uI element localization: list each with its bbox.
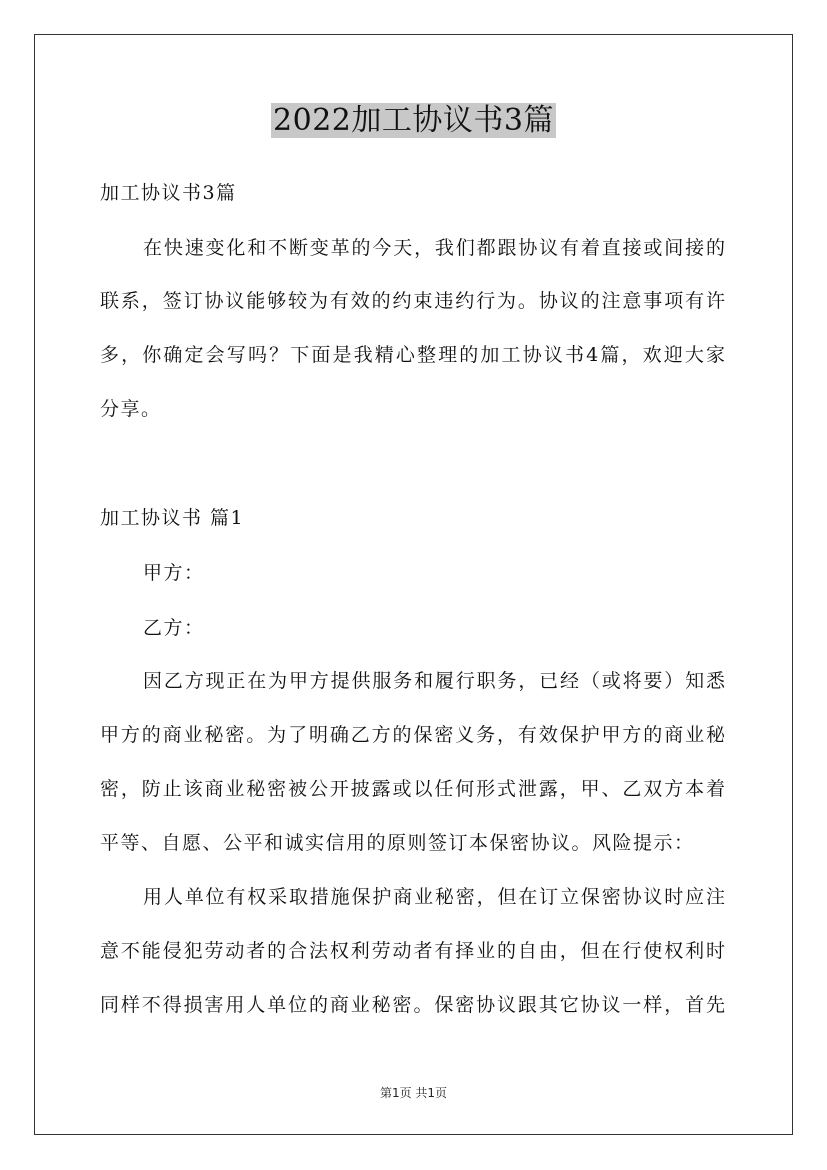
paragraph-line: 平等、自愿、公平和诚实信用的原则签订本保密协议。风险提示： bbox=[100, 832, 695, 854]
paragraph-line: 多，你确定会写吗？下面是我精心整理的加工协议书4篇，欢迎大家 bbox=[100, 344, 726, 366]
paragraph-line: 用人单位有权采取措施保护商业秘密，但在订立保密协议时应注 bbox=[143, 886, 726, 908]
paragraph-line: 联系，签订协议能够较为有效的约束违约行为。协议的注意事项有许 bbox=[100, 290, 726, 312]
paragraph-line: 甲方的商业秘密。为了明确乙方的保密义务，有效保护甲方的商业秘 bbox=[100, 724, 726, 746]
document-title: 2022加工协议书3篇 bbox=[273, 103, 554, 138]
paragraph-line: 分享。 bbox=[100, 398, 162, 420]
paragraph-line: 在快速变化和不断变革的今天，我们都跟协议有着直接或间接的 bbox=[143, 237, 726, 259]
paragraph-line: 密，防止该商业秘密被公开披露或以任何形式泄露，甲、乙双方本着 bbox=[100, 778, 726, 800]
paragraph-line: 意不能侵犯劳动者的合法权利劳动者有择业的自由，但在行使权利时 bbox=[100, 940, 726, 962]
document-title-wrap bbox=[0, 101, 827, 141]
page-footer: 第1页 共1页 bbox=[379, 1086, 448, 1100]
paragraph-line: 因乙方现正在为甲方提供服务和履行职务，已经（或将要）知悉 bbox=[143, 670, 726, 692]
subtitle: 加工协议书3篇 bbox=[100, 182, 237, 204]
party-a-line: 甲方： bbox=[143, 562, 205, 584]
party-b-line: 乙方： bbox=[143, 617, 205, 639]
section-heading: 加工协议书 篇1 bbox=[100, 507, 245, 529]
paragraph-line: 同样不得损害用人单位的商业秘密。保密协议跟其它协议一样，首先 bbox=[100, 994, 726, 1016]
